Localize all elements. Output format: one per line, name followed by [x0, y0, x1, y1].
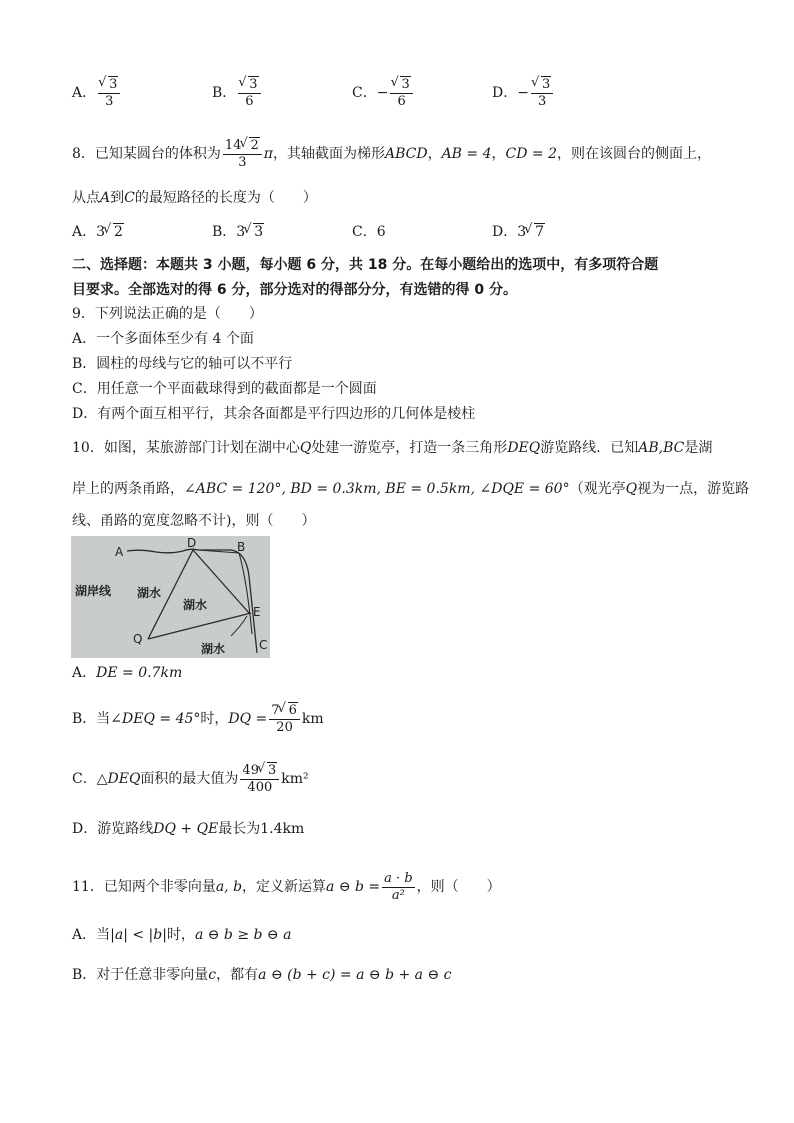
radicand: 2	[114, 224, 123, 240]
q10-option-d[interactable]	[72, 821, 304, 838]
q8-option-c[interactable]	[352, 224, 386, 241]
text: 视为一点，游览路	[637, 481, 750, 497]
option-letter: C．	[352, 85, 377, 102]
label-e: E	[253, 605, 261, 619]
option-letter: C．	[72, 771, 97, 788]
text: D．游览路线	[72, 821, 154, 837]
equation: a ⊖ (b + c) = a ⊖ b + a ⊖ c	[258, 967, 452, 983]
vectors: a, b	[215, 879, 243, 896]
q8-stem-line2	[72, 190, 317, 207]
denominator: 6	[397, 93, 406, 109]
radicand: 3	[109, 77, 118, 92]
radicand: 3	[254, 224, 264, 240]
denominator: 3	[238, 154, 247, 170]
denominator: 3	[537, 93, 547, 109]
inequality: a ⊖ b ≥ b ⊖ a	[194, 927, 292, 943]
radicand: 3	[541, 77, 551, 92]
option-letter: A．	[72, 85, 97, 102]
q10-option-b[interactable]	[72, 704, 324, 734]
q8-option-d[interactable]	[492, 224, 545, 241]
fraction	[269, 704, 300, 734]
text: 岸上的两条甬路，	[72, 481, 184, 497]
option-letter: A．	[72, 224, 97, 240]
q7-option-d[interactable]	[492, 78, 555, 108]
q10-stem-line3: 线、甬路的宽度忽略不计)，则（ ）	[72, 513, 316, 529]
option-math: DE = 0.7km	[96, 665, 183, 681]
ab-length: AB = 4	[441, 146, 492, 163]
volume-fraction	[223, 139, 262, 169]
shoreline-right	[231, 616, 247, 636]
unit: km	[301, 711, 324, 728]
text: （观光亭	[569, 481, 626, 497]
dq-label: DQ =	[228, 711, 268, 728]
angle: ∠DEQ = 45°	[110, 711, 201, 728]
denominator: 400	[247, 779, 273, 795]
text: 到	[110, 190, 125, 206]
q10-stem-line2	[72, 481, 749, 498]
radicand: 3	[267, 763, 277, 778]
text: 时，	[200, 711, 229, 728]
label-c: C	[259, 638, 268, 652]
q7-option-c[interactable]	[352, 78, 415, 108]
text: ，定义新运算	[242, 879, 327, 896]
condition: |a| < |b|	[110, 927, 167, 943]
coef: 3	[236, 224, 246, 240]
radicand: 3	[401, 77, 410, 92]
label-shoreline: 湖岸线	[75, 584, 112, 598]
label-b: B	[237, 540, 246, 554]
coef: 14	[224, 138, 242, 153]
sign: −	[517, 85, 529, 102]
point-a: A	[100, 190, 111, 206]
text: 处建一游览亭，打造一条三角形	[311, 440, 508, 456]
fraction	[238, 78, 260, 108]
denominator: 20	[276, 719, 293, 735]
q8-option-a[interactable]	[72, 224, 124, 241]
label-water-3: 湖水	[201, 642, 226, 656]
section2-heading-line2: 目要求。全部选对的得 6 分，部分选对的得部分分，有选错的得 0 分。	[72, 282, 517, 298]
point-q: Q	[625, 481, 638, 497]
text: 时，	[166, 927, 195, 943]
label-q: Q	[133, 632, 143, 646]
label-water-1: 湖水	[137, 586, 162, 600]
radicand: 6	[288, 703, 297, 718]
text: ，	[491, 146, 506, 163]
q10-option-a[interactable]	[72, 665, 182, 682]
triangle-name: DEQ	[107, 771, 141, 788]
q11-stem	[72, 872, 501, 902]
fraction	[240, 764, 279, 794]
sign: −	[376, 85, 389, 102]
operation-fraction	[382, 872, 414, 902]
vector-c: c	[208, 967, 217, 983]
coef: 3	[517, 224, 527, 240]
option-letter: D．	[492, 85, 518, 102]
option-letter: A．	[72, 665, 97, 681]
text: 8．已知某圆台的体积为	[72, 146, 221, 163]
label-d: D	[187, 536, 197, 550]
text: ，则在该圆台的侧面上，	[556, 146, 711, 163]
text: B．当	[72, 711, 111, 728]
pi: π	[263, 146, 273, 163]
fraction	[531, 78, 553, 108]
fraction	[390, 78, 412, 108]
text: B．对于任意非零向量	[72, 967, 209, 983]
q11-option-a[interactable]	[72, 927, 291, 944]
text: ，则（ ）	[416, 879, 501, 896]
q7-option-a[interactable]	[72, 78, 122, 108]
text: 从点	[72, 190, 100, 206]
triangle-symbol: △	[96, 771, 108, 788]
option-letter: C．	[352, 224, 377, 240]
option-text: 6	[376, 224, 386, 240]
lake-diagram	[71, 536, 270, 658]
point-q: Q	[299, 440, 312, 456]
triangle-name: DEQ	[507, 440, 541, 456]
operation: a ⊖ b =	[326, 879, 381, 896]
text: A．当	[72, 927, 111, 943]
q10-option-c[interactable]	[72, 764, 309, 794]
text: ，都有	[216, 967, 259, 983]
option-letter: B．	[212, 85, 237, 102]
coef: 3	[96, 224, 106, 240]
q9-option-b[interactable]: B．圆柱的母线与它的轴可以不平行	[72, 356, 293, 372]
option-letter: D．	[492, 224, 518, 240]
segment-qe	[148, 613, 251, 639]
trapezoid-name: ABCD	[384, 146, 428, 163]
cd-length: CD = 2	[505, 146, 557, 163]
label-water-2: 湖水	[183, 598, 208, 612]
value: 1.4km	[260, 821, 305, 837]
fraction	[98, 78, 120, 108]
text: 面积的最大值为	[140, 771, 239, 788]
text: ，其轴截面为梯形	[272, 146, 385, 163]
q9-stem: 9．下列说法正确的是（ ）	[72, 306, 263, 322]
radicand: 7	[535, 224, 545, 240]
label-a: A	[115, 545, 124, 559]
denominator: 3	[105, 93, 114, 109]
radicand: 2	[250, 138, 259, 153]
text: 游览路线．已知	[540, 440, 639, 456]
given-conditions: ∠ABC = 120°, BD = 0.3km, BE = 0.5km, ∠DQE = 60°	[184, 481, 570, 497]
q8-stem-line1	[72, 139, 711, 169]
q9-option-a[interactable]: A．一个多面体至少有 4 个面	[72, 331, 254, 347]
text: 的最短路径的长度为（ ）	[134, 190, 317, 206]
roads: AB,BC	[638, 440, 685, 456]
q8-option-b[interactable]	[212, 224, 264, 241]
path-expression: DQ + QE	[153, 821, 219, 837]
denominator: 6	[245, 93, 254, 109]
unit: km²	[281, 771, 309, 788]
q11-option-b[interactable]	[72, 967, 452, 984]
text: ，	[427, 146, 442, 163]
text: 11．已知两个非零向量	[72, 879, 216, 896]
denominator: a²	[391, 887, 405, 903]
coef: 49	[242, 763, 259, 778]
q7-option-b[interactable]	[212, 78, 263, 108]
text: 最长为	[218, 821, 261, 837]
text: 是湖	[684, 440, 713, 456]
option-letter: B．	[212, 224, 237, 240]
q9-option-d[interactable]: D．有两个面互相平行，其余各面都是平行四边形的几何体是棱柱	[72, 406, 476, 422]
coef: 7	[271, 703, 280, 718]
numerator: a · b	[384, 871, 413, 886]
radicand: 3	[249, 77, 258, 92]
text: 10．如图，某旅游部门计划在湖中心	[72, 440, 300, 456]
point-c: C	[124, 190, 135, 206]
q9-option-c[interactable]: C．用任意一个平面截球得到的截面都是一个圆面	[72, 381, 377, 397]
section2-heading-line1: 二、选择题：本题共 3 小题，每小题 6 分，共 18 分。在每小题给出的选项中，有多项符合题	[72, 257, 659, 273]
q10-stem-line1	[72, 440, 712, 457]
